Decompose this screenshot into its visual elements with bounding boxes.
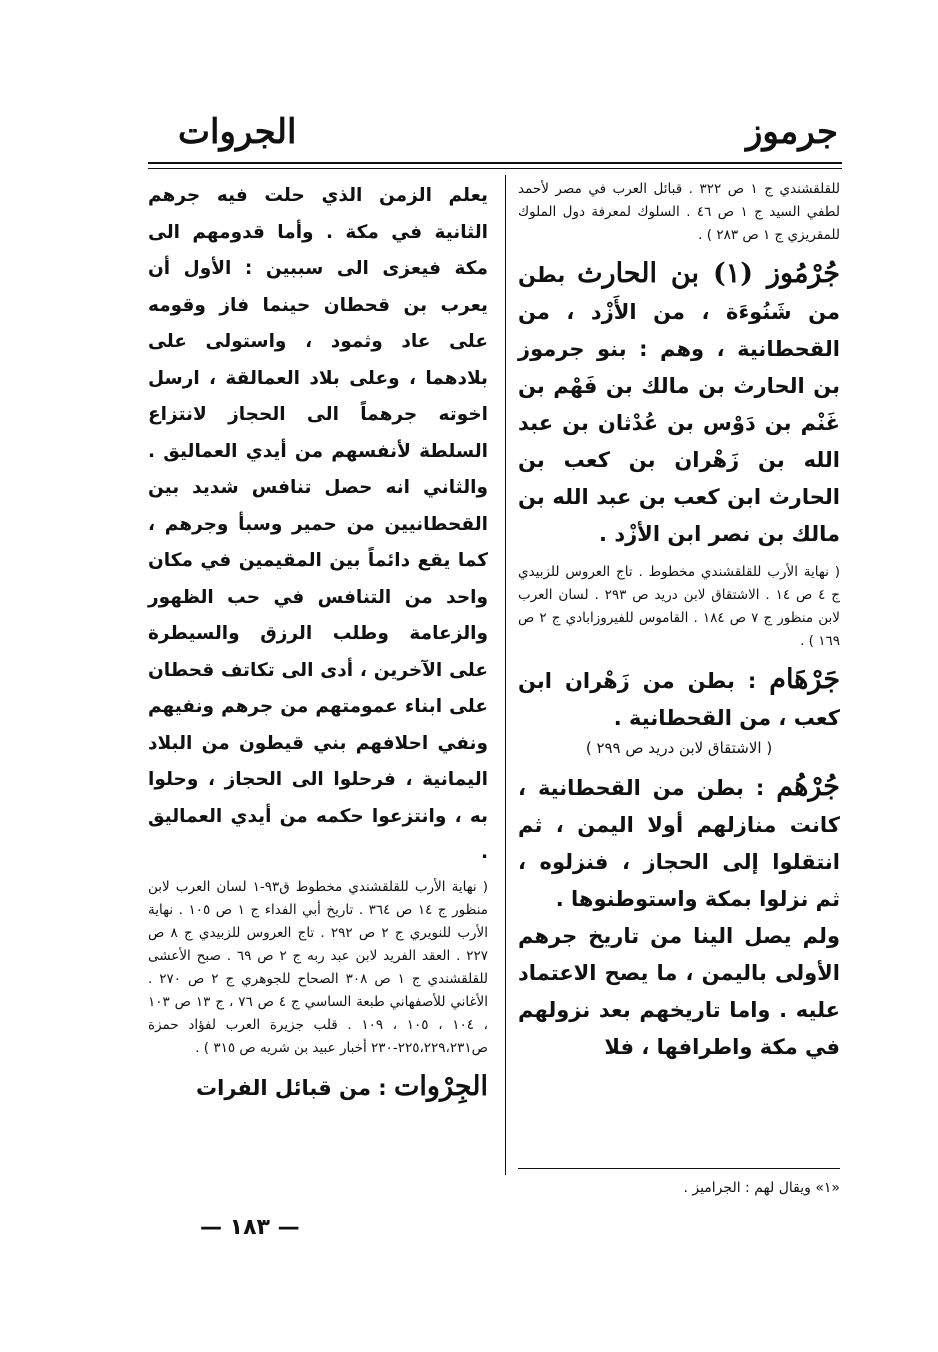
header-rule-bottom [148,168,842,169]
entry-jirwat [148,1068,488,1107]
header-rule-top [148,162,842,164]
body-text: يعلم الزمن الذي حلت فيه جرهم الثانية في مكة . وأما قدومهم الى مكة فيعزى الى سببين : الأول أن يعرب بن قحطان حينما فاز وقومه على عاد وثمود ، واستولى على بلادهما ، وعلى بلاد العمالقة ، ارسل اخوته جرهماً الى الحجاز لانتزاع السلطة لأنفسهم من أيدي العماليق . والثاني انه حصل تنافس شديد بين القحطانيين من حمير وسبأ وجرهم ، كما يقع دائماً بين المقيمين في مكان واحد من التنافس في حب الظهور والزعامة وطلب الرزق والسيطرة على الآخرين ، أدى الى تكاتف قحطان على ابناء عمومتهم من جرهم ونفيهم ونفي احلافهم بني قيطون من البلاد اليمانية ، فرحلوا الى الحجاز ، وحلوا به ، وانتزعوا حكمه من أيدي العماليق . [148,185,488,863]
reference-block: للقلقشندي ج ١ ص ٣٢٢ . قبائل العرب في مصر لأحمد لطفي السيد ج ١ ص ٤٦ . السلوك لمعرفة دول الملوك للمقريزي ج ١ ص ٢٨٣ ) . [518,181,840,243]
column-divider [505,175,506,1175]
entry-text: : من قبائل الفرات [196,1075,387,1100]
page-header-left-title: الجروات [178,112,297,152]
entry-heading: جَرْهَام [769,664,841,695]
page-header-right-title: جرموز [746,112,838,152]
entry-text: : بطن من زَهْران ابن كعب ، من القحطانية . [518,669,840,730]
entry-text: بطن من شَنُوءَة ، من الأَزْد ، من القحطانية ، وهم : بنو جرموز بن الحارث بن مالك بن فَهْم بن غَنْم بن دَوْس بن عُدْثان بن عبد الله بن زَهْران بن كعب بن الحارث ابن كعب بن عبد الله بن مالك بن نصر ابن الأزْد . [518,263,840,546]
entry-heading: جُرْهُم [776,771,840,802]
reference-block: ( الاشتقاق لابن دريد ص ٢٩٩ ) [585,739,773,757]
entry-text: : بطن من القحطانية ، كانت منازلهم أولا اليمن ، ثم انتقلوا إلى الحجاز ، فنزلوه ، ثم نزلوا بمكة واستوطنوها . [518,776,840,911]
entry-jurhum-continued: ولم يصل الينا من تاريخ جرهم الأولى باليمن ، ما يصح الاعتماد عليه . واما تاريخهم بعد نزولهم في مكة واطرافها ، فلا [518,924,840,1059]
left-column [148,178,488,1107]
page-number: — ١٨٣ — [200,1215,300,1240]
footnote-rule [518,1168,840,1169]
entry-heading: جُرْمُوز (١) بن الحارث [577,258,841,289]
entry-jarham [518,661,840,737]
reference-block: ( نهاية الأرب للقلقشندي مخطوط . تاج العروس للزبيدي ج ٤ ص ١٤ . الاشتقاق لابن دريد ص ٢٩٣ . لسان العرب لابن منظور ج ٧ ص ١٨٤ . القاموس للفيروزابادي ج ٢ ص ١٦٩ ) . [518,564,841,649]
right-column [518,178,840,1066]
entry-jurmuz [518,255,840,553]
entry-heading: الجِرْوات [393,1070,488,1102]
footnote: «١» ويقال لهم : الجراميز . [683,1180,840,1196]
entry-jurhum [518,768,840,918]
reference-block: ( نهاية الأرب للقلقشندي مخطوط ق٩٣-١ لسان العرب لابن منظور ج ١٤ ص ٣٦٤ . تاريخ أبي الفداء ج ١ ص ١٠٥ . نهاية الأرب للنويري ج ٢ ص ٢٩٢ . تاج العروس للزبيدي ج ٨ ص ٢٢٧ . العقد الفريد لابن عبد ربه ج ٢ ص ٦٩ . صبح الأعشى للقلقشندي ج ١ ص ٣٠٨ الصحاح للجوهري ج ٢ ص ٢٧٠ . الأغاني للأصفهاني طبعة الساسي ج ٤ ص ٧٦ ، ج ١٣ ص ١٠٣ ، ١٠٤ ، ١٠٥ ، ١٠٩ . قلب جزيرة العرب لفؤاد حمزة ص٢٢٥،٢٢٩،٢٣١-٢٣٠ أخبار عبيد بن شريه ص ٣١٥ ) . [148,878,489,1056]
